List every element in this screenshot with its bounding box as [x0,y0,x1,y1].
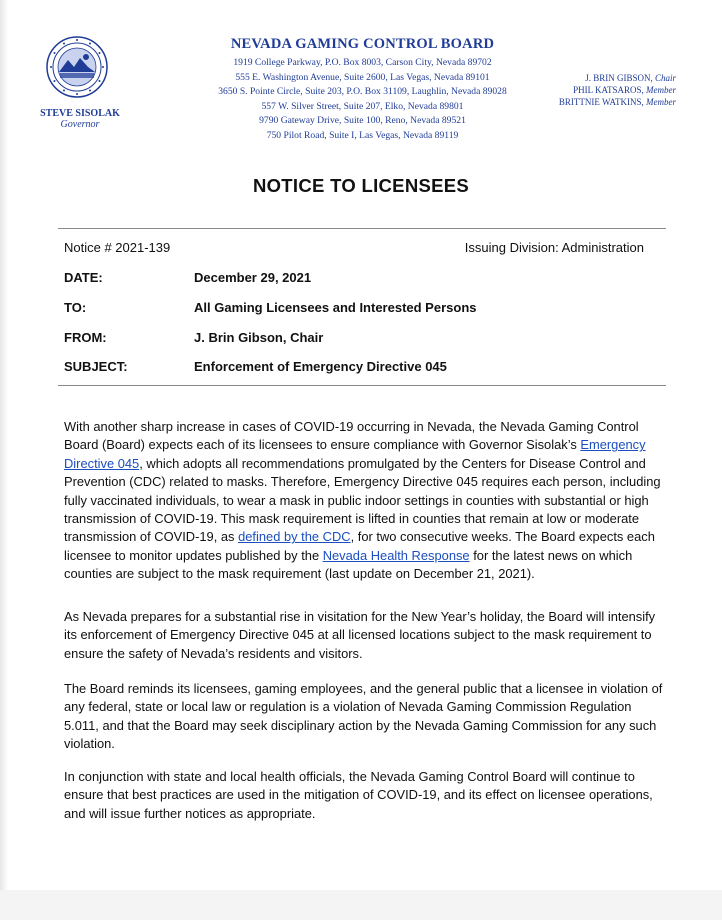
memo-subject-value: Enforcement of Emergency Directive 045 [194,359,447,374]
body-text: for the latest news on which counties are subject to the mask requirement (last update on December 21, 2021). [64,547,633,582]
memo-to-label: TO: [64,300,87,315]
memo-from-label: FROM: [64,330,107,345]
member-role: Member [646,85,676,95]
emergency-directive-link[interactable]: Emergency Directive 045 [64,437,646,471]
governor-title: Governor [60,119,100,130]
member-name: BRITTNIE WATKINS [558,97,642,107]
agency-name: NEVADA GAMING CONTROL BOARD [230,36,495,52]
address-line: 9790 Gateway Drive, Suite 100, Reno, Nevada 89521 [259,115,466,126]
page-bottom-strip [0,890,722,920]
body-paragraph-2: As Nevada prepares for a substantial rise in visitation for the New Year’s holiday, the Board will intensify its enforcement of Emergency Directive 045 at all licensed locations subject to the mask requirement to ensure the safety of Nevada’s residents and visitors. [64,609,656,661]
address-line: 3650 S. Pointe Circle, Suite 203, P.O. Box 31109, Laughlin, Nevada 89028 [218,86,507,97]
address-line: 555 E. Washington Avenue, Suite 2600, Las Vegas, Nevada 89101 [235,71,490,83]
memo-date-value: December 29, 2021 [194,270,312,285]
body-paragraph-3: The Board reminds its licensees, gaming employees, and the general public that a licensee in violation of any federal, state or local law or regulation is a violation of Nevada Gaming Commission Regulation 5.011, and that the Board may seek disciplinary action by the Nevada Gaming Commission for any such violation. [64,681,663,752]
memo-to-value: All Gaming Licensees and Interested Persons [194,300,477,315]
notice-number: Notice # 2021-139 [64,240,171,255]
nevada-health-response-link[interactable]: Nevada Health Response [322,547,470,563]
member-role: Chair [654,73,676,83]
address-line: 1919 College Parkway, P.O. Box 8003, Carson City, Nevada 89702 [233,57,492,68]
body-paragraph-4: In conjunction with state and local health officials, the Nevada Gaming Control Board will continue to ensure that best practices are used in the mitigation of COVID-19, and its effect on licensee operations, and will issue further notices as appropriate. [64,769,653,821]
member-role: Member [646,97,676,107]
body-text: , which adopts all recommendations promulgated by the Centers for Disease Control and Prevention (CDC) related to masks. Therefore, Emergency Directive 045 requires each person, including fully vaccinated individuals, to wear a mask in public indoor settings in counties with substantial or high transmission of COVID-19. This mask requirement is lifted in counties that remain at low or moderate transmission of COVID-19, as [64,455,661,545]
body-paragraph-1 [64,418,664,584]
address-line: 750 Pilot Road, Suite I, Las Vegas, Nevada 89119 [266,129,459,141]
member-name: PHIL KATSAROS [573,85,642,95]
governor-block [20,108,140,130]
board-member: J. BRIN GIBSON, Chair [585,73,676,83]
notice-title: NOTICE TO LICENSEES [252,175,470,196]
divider-bottom [58,385,666,386]
issuing-division: Issuing Division: Administration [464,240,644,255]
address-list [190,56,535,143]
memo-from-value: J. Brin Gibson, Chair [194,330,324,345]
divider-top [58,228,666,229]
board-member: BRITTNIE WATKINS, Member [558,97,676,107]
board-members [559,72,676,108]
body-text: With another sharp increase in cases of COVID-19 occurring in Nevada, the Nevada Gaming Control Board (Board) expects each of its licensees to ensure compliance with Governor Sisolak’s [64,419,639,453]
page-edge-shadow [0,0,8,920]
memo-subject-label: SUBJECT: [64,359,128,374]
body-text: , for two consecutive weeks. The Board expects each licensee to monitor updates published by the [64,529,655,563]
member-name: J. BRIN GIBSON [585,73,651,83]
board-member: PHIL KATSAROS, Member [573,85,676,95]
address-line: 557 W. Silver Street, Suite 207, Elko, Nevada 89801 [261,100,464,112]
memo-date-label: DATE: [64,270,103,285]
letterhead [190,36,535,143]
state-seal-icon [46,36,108,98]
cdc-definition-link[interactable]: defined by the CDC [238,529,351,545]
governor-name: STEVE SISOLAK [40,108,120,119]
